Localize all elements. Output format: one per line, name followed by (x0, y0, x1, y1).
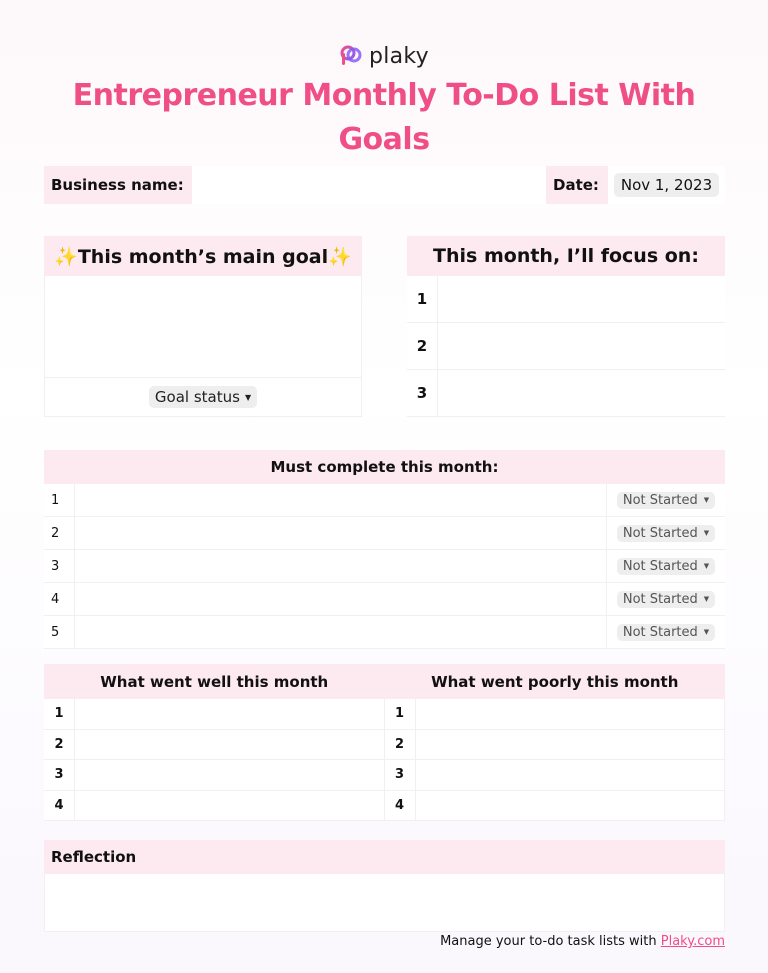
plaky-link[interactable]: Plaky.com (660, 934, 725, 949)
well-poorly-header (44, 664, 725, 699)
focus-section (407, 236, 725, 417)
well-poorly-section (44, 664, 725, 821)
main-goal-section (44, 236, 362, 417)
focus-row (407, 276, 725, 323)
well-poorly-row (44, 791, 725, 822)
task-row (44, 583, 725, 616)
task-row (44, 550, 725, 583)
focus-row-field[interactable] (438, 323, 725, 369)
chevron-down-icon: ▼ (703, 595, 710, 603)
chevron-down-icon: ▼ (244, 392, 252, 402)
chevron-down-icon: ▼ (703, 529, 710, 537)
focus-row (407, 323, 725, 370)
went-poorly-number: 3 (385, 760, 416, 790)
task-status-dropdown[interactable] (617, 591, 715, 608)
went-poorly-field[interactable] (416, 699, 726, 729)
business-name-field[interactable] (192, 166, 546, 204)
task-field[interactable] (75, 616, 607, 648)
went-poorly-number: 4 (385, 791, 416, 821)
chevron-down-icon: ▼ (703, 562, 710, 570)
footer-text: Manage your to-do task lists with (440, 934, 661, 949)
went-well-number: 3 (44, 760, 75, 790)
went-well-number: 4 (44, 791, 75, 821)
task-status-label: Not Started (622, 624, 698, 640)
main-goal-heading: ✨This month’s main goal✨ (44, 236, 362, 276)
went-well-field[interactable] (75, 760, 385, 790)
well-poorly-row (44, 730, 725, 761)
chevron-down-icon: ▼ (703, 496, 710, 504)
goal-status-label: Goal status (154, 388, 240, 406)
page-title: Entrepreneur Monthly To-Do List With Goals (72, 78, 696, 157)
task-number: 5 (44, 616, 75, 648)
task-number: 3 (44, 550, 75, 582)
went-well-field[interactable] (75, 730, 385, 760)
task-status-label: Not Started (622, 525, 698, 541)
went-poorly-heading: What went poorly this month (431, 672, 679, 691)
focus-row-number: 3 (407, 370, 438, 416)
focus-heading: This month, I’ll focus on: (407, 236, 725, 276)
main-goal-field[interactable] (44, 276, 362, 378)
task-field[interactable] (75, 517, 607, 549)
went-poorly-field[interactable] (416, 791, 726, 821)
date-value: Nov 1, 2023 (614, 173, 719, 197)
task-field[interactable] (75, 550, 607, 582)
task-row (44, 484, 725, 517)
well-poorly-row (44, 760, 725, 791)
task-field[interactable] (75, 484, 607, 516)
reflection-heading: Reflection (44, 840, 725, 874)
went-poorly-number: 1 (385, 699, 416, 729)
goal-status-dropdown[interactable] (149, 386, 257, 408)
went-poorly-field[interactable] (416, 730, 726, 760)
reflection-field[interactable] (44, 874, 725, 932)
must-complete-section (44, 450, 725, 649)
brand-logo (0, 42, 768, 70)
focus-row-number: 2 (407, 323, 438, 369)
focus-row (407, 370, 725, 417)
went-well-number: 2 (44, 730, 75, 760)
task-field[interactable] (75, 583, 607, 615)
date-field[interactable] (608, 166, 725, 204)
focus-row-field[interactable] (438, 276, 725, 322)
task-status-dropdown[interactable] (617, 558, 715, 575)
task-number: 1 (44, 484, 75, 516)
task-status-label: Not Started (622, 492, 698, 508)
went-well-field[interactable] (75, 699, 385, 729)
went-well-field[interactable] (75, 791, 385, 821)
reflection-section (44, 840, 725, 932)
goal-status-row (44, 378, 362, 417)
footer (440, 934, 725, 949)
business-name-label: Business name: (44, 166, 192, 204)
task-row (44, 616, 725, 649)
task-status-dropdown[interactable] (617, 624, 715, 641)
task-row (44, 517, 725, 550)
went-well-heading: What went well this month (100, 672, 329, 691)
went-poorly-number: 2 (385, 730, 416, 760)
well-poorly-row (44, 699, 725, 730)
task-status-dropdown[interactable] (617, 525, 715, 542)
plaky-logo-icon (339, 44, 363, 68)
task-number: 2 (44, 517, 75, 549)
task-status-label: Not Started (622, 558, 698, 574)
task-status-dropdown[interactable] (617, 492, 715, 509)
brand-name: plaky (368, 43, 430, 69)
must-complete-heading: Must complete this month: (44, 450, 725, 484)
focus-row-number: 1 (407, 276, 438, 322)
focus-row-field[interactable] (438, 370, 725, 416)
date-label: Date: (546, 166, 608, 204)
business-row (44, 166, 725, 204)
task-number: 4 (44, 583, 75, 615)
chevron-down-icon: ▼ (703, 628, 710, 636)
task-status-label: Not Started (622, 591, 698, 607)
went-well-number: 1 (44, 699, 75, 729)
went-poorly-field[interactable] (416, 760, 726, 790)
